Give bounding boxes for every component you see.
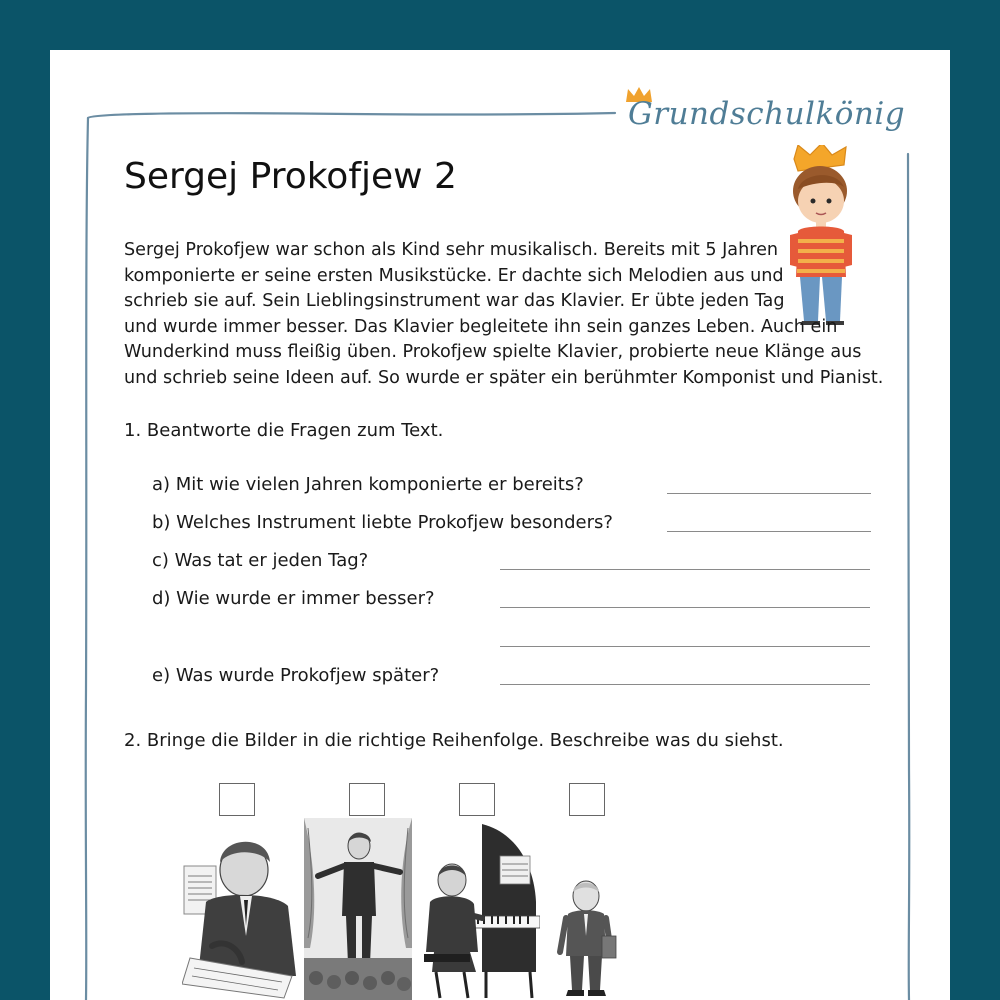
boy-writing-music-image <box>182 826 300 1000</box>
intro-text <box>124 238 894 391</box>
question-d: d) Wie wurde er immer besser? <box>152 588 435 609</box>
answer-line-c[interactable] <box>500 569 870 570</box>
answer-line-b[interactable] <box>667 531 871 532</box>
question-c: c) Was tat er jeden Tag? <box>152 550 369 571</box>
task-2-heading: 2. Bringe die Bilder in die richtige Reihenfolge. Beschreibe was du siehst. <box>124 730 784 751</box>
young-man-on-stage-image <box>304 818 412 1000</box>
page-title: Sergej Prokofjew 2 <box>124 156 457 197</box>
question-a: a) Mit wie vielen Jahren komponierte er bereits? <box>152 474 584 495</box>
answer-line-e[interactable] <box>500 684 870 685</box>
answer-line-d-extra[interactable] <box>500 646 870 647</box>
task-1-heading: 1. Beantworte die Fragen zum Text. <box>124 420 444 441</box>
intro-line: und schrieb seine Ideen auf. So wurde er später ein berühmter Komponist und Pianist. <box>124 367 884 388</box>
intro-line: komponierte er seine ersten Musikstücke. Er dachte sich Melodien aus und <box>124 265 784 286</box>
intro-line: Sergej Prokofjew war schon als Kind sehr musikalisch. Bereits mit 5 Jahren <box>124 240 779 260</box>
intro-line: und wurde immer besser. Das Klavier begleitete ihn sein ganzes Leben. Auch ein <box>124 316 838 337</box>
question-e: e) Was wurde Prokofjew später? <box>152 665 440 686</box>
order-box-3[interactable] <box>459 783 495 816</box>
order-box-2[interactable] <box>349 783 385 816</box>
answer-line-d[interactable] <box>500 607 870 608</box>
boy-playing-piano-image <box>422 822 540 1000</box>
order-box-4[interactable] <box>569 783 605 816</box>
brand-logo: Grundschulkönig <box>628 96 906 132</box>
answer-line-a[interactable] <box>667 493 871 494</box>
small-boy-standing-image <box>554 876 622 1000</box>
intro-line: Wunderkind muss fleißig üben. Prokofjew spielte Klavier, probierte neue Klänge aus <box>124 342 862 362</box>
order-box-1[interactable] <box>219 783 255 816</box>
worksheet <box>50 50 950 1000</box>
intro-line: schrieb sie auf. Sein Lieblingsinstrument war das Klavier. Er übte jeden Tag <box>124 291 785 311</box>
question-b: b) Welches Instrument liebte Prokofjew besonders? <box>152 512 613 533</box>
